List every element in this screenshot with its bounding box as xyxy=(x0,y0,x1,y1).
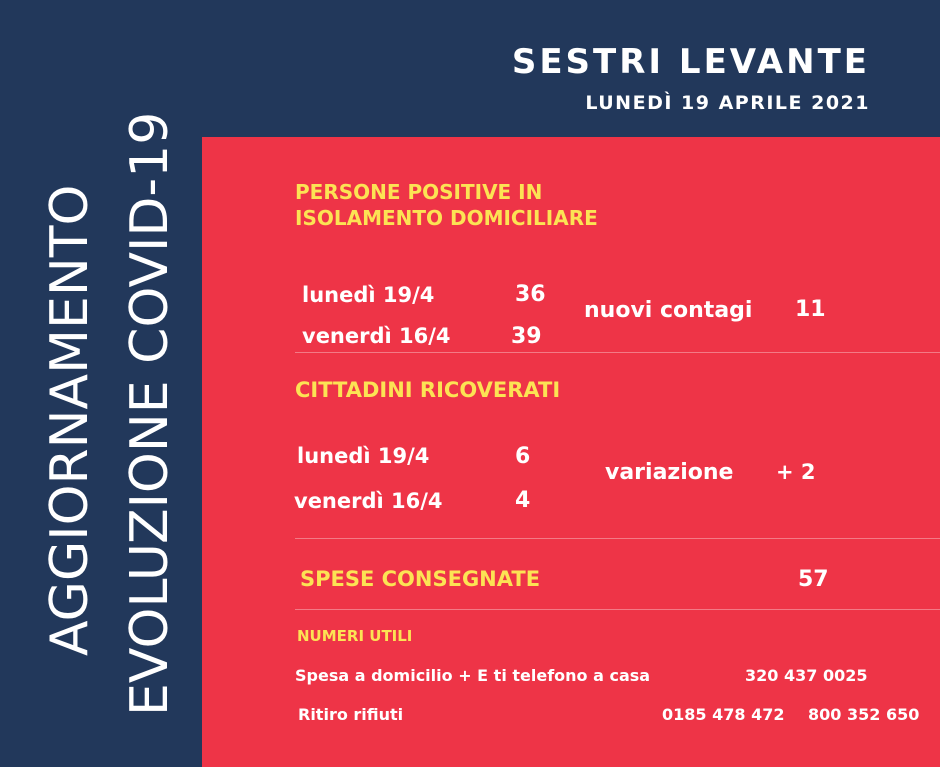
ricoverati-row2-value: 4 xyxy=(515,488,531,513)
positivi-row1-label: lunedì 19/4 xyxy=(302,283,435,307)
stats-panel xyxy=(202,137,940,767)
spese-value: 57 xyxy=(798,567,829,592)
positivi-title-line2: ISOLAMENTO DOMICILIARE xyxy=(295,206,598,230)
nuovi-contagi-label: nuovi contagi xyxy=(584,298,753,323)
positivi-title-line1: PERSONE POSITIVE IN xyxy=(295,180,543,204)
spesa-domicilio-number: 320 437 0025 xyxy=(745,666,868,685)
divider xyxy=(295,352,940,353)
vertical-title-line2: EVOLUZIONE COVID-19 xyxy=(120,111,180,716)
numeri-utili-title: NUMERI UTILI xyxy=(297,627,413,645)
ricoverati-row2-label: venerdì 16/4 xyxy=(294,489,443,513)
divider xyxy=(295,609,940,610)
ritiro-rifiuti-number1: 0185 478 472 xyxy=(662,705,785,724)
variazione-label: variazione xyxy=(605,460,734,485)
positivi-title xyxy=(295,179,598,231)
nuovi-contagi-value: 11 xyxy=(795,297,826,322)
report-date: LUNEDÌ 19 APRILE 2021 xyxy=(585,92,870,114)
city-title: SESTRI LEVANTE xyxy=(511,42,870,82)
spesa-domicilio-label: Spesa a domicilio + E ti telefono a casa xyxy=(295,666,651,685)
ritiro-rifiuti-label: Ritiro rifiuti xyxy=(298,705,404,724)
ricoverati-title: CITTADINI RICOVERATI xyxy=(295,378,561,402)
positivi-row2-value: 39 xyxy=(511,324,542,349)
ritiro-rifiuti-number2: 800 352 650 xyxy=(808,705,920,724)
ricoverati-row1-label: lunedì 19/4 xyxy=(297,444,430,468)
ricoverati-row1-value: 6 xyxy=(515,444,531,469)
vertical-title-line1: AGGIORNAMENTO xyxy=(40,184,100,656)
positivi-row2-label: venerdì 16/4 xyxy=(302,324,451,348)
positivi-row1-value: 36 xyxy=(515,282,546,307)
variazione-value: + 2 xyxy=(776,460,816,484)
spese-label: SPESE CONSEGNATE xyxy=(300,567,541,591)
divider xyxy=(295,538,940,539)
